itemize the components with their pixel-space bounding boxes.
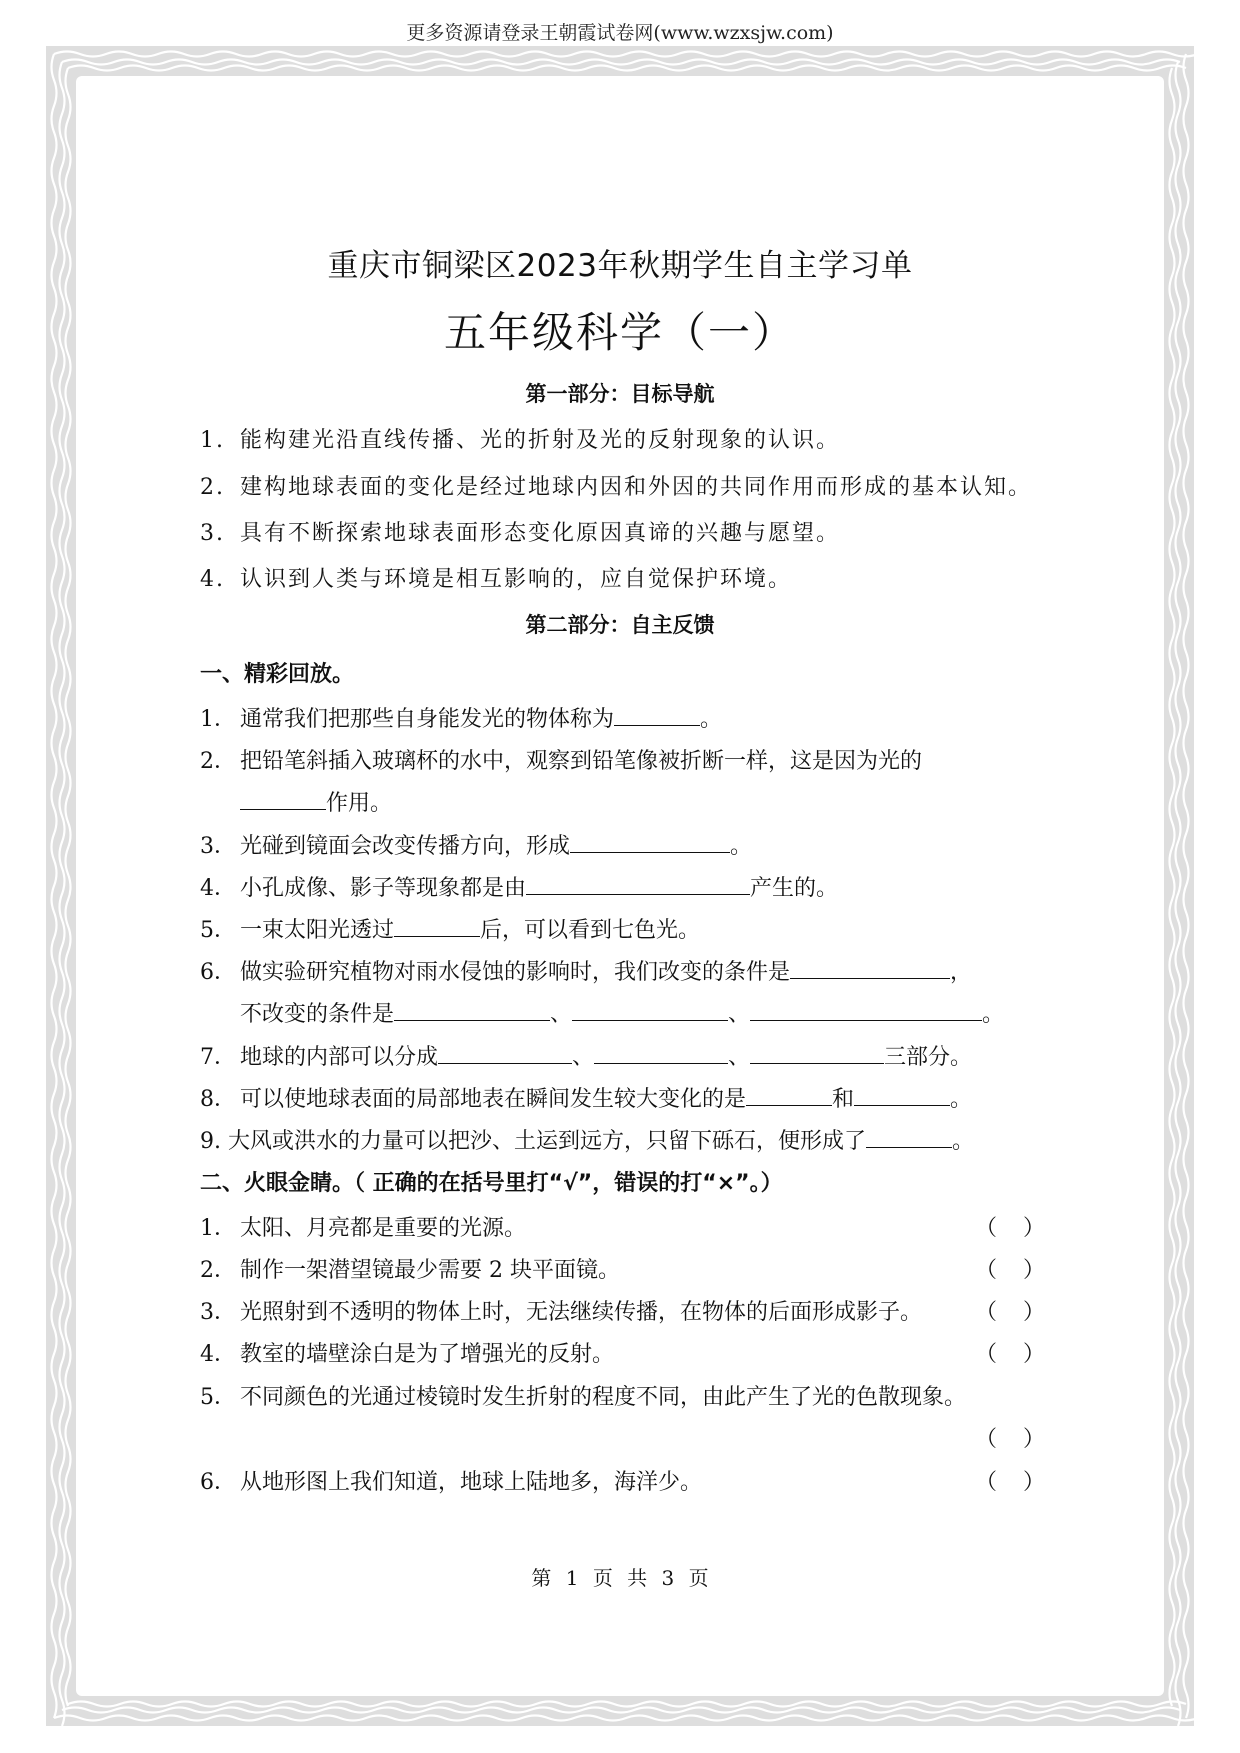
- fill-question-4: 4． 小孔成像、影子等现象都是由 产生的。: [200, 871, 838, 902]
- header-note: 更多资源请登录王朝霞试卷网(www.wzxsjw.com): [406, 22, 834, 44]
- judge-question-4: 4． 教室的墙壁涂白是为了增强光的反射。: [200, 1342, 615, 1367]
- fill-question-3: 3． 光碰到镜面会改变传播方向，形成 。: [200, 829, 752, 860]
- answer-blank[interactable]: [790, 956, 950, 979]
- fill-question-9: 9. 大风或洪水的力量可以把沙、土运到远方，只留下砾石，便形成了 。: [200, 1124, 974, 1155]
- page-number: 第 1 页 共 3 页: [531, 1566, 709, 1590]
- judge-question-5: 5． 不同颜色的光通过棱镜时发生折射的程度不同，由此产生了光的色散现象。: [200, 1385, 967, 1410]
- answer-blank[interactable]: [438, 1041, 572, 1064]
- judge-question-3: 3． 光照射到不透明的物体上时，无法继续传播，在物体的后面形成影子。: [200, 1300, 923, 1325]
- answer-blank[interactable]: [594, 1041, 728, 1064]
- answer-parentheses[interactable]: （ ）: [975, 1470, 1045, 1495]
- answer-blank[interactable]: [614, 703, 700, 726]
- fill-question-6: 6． 做实验研究植物对雨水侵蚀的影响时，我们改变的条件是 ，: [200, 955, 972, 986]
- fill-question-8: 8． 可以使地球表面的局部地表在瞬间发生较大变化的是 和 。: [200, 1082, 972, 1113]
- answer-blank[interactable]: [572, 998, 728, 1021]
- goal-item: 4. 认识到人类与环境是相互影响的，应自觉保护环境。: [200, 567, 793, 592]
- answer-parentheses[interactable]: （ ）: [975, 1342, 1045, 1367]
- answer-blank[interactable]: [394, 914, 480, 937]
- answer-parentheses[interactable]: （ ）: [975, 1427, 1045, 1452]
- document-subtitle: 五年级科学（一）: [443, 308, 796, 357]
- judge-question-6: 6． 从地形图上我们知道，地球上陆地多，海洋少。: [200, 1470, 703, 1495]
- answer-blank[interactable]: [750, 1041, 884, 1064]
- fill-question-7: 7． 地球的内部可以分成 、 、 三部分。: [200, 1040, 972, 1071]
- goal-item: 3. 具有不断探索地球表面形态变化原因真谛的兴趣与愿望。: [200, 521, 841, 546]
- section1-heading: 一、精彩回放。: [200, 662, 355, 687]
- answer-blank[interactable]: [866, 1125, 952, 1148]
- fill-question-2-cont: 作用。: [200, 786, 392, 817]
- answer-blank[interactable]: [394, 998, 550, 1021]
- answer-blank[interactable]: [570, 830, 730, 853]
- answer-blank[interactable]: [526, 872, 750, 895]
- part2-heading: 第二部分：自主反馈: [525, 613, 715, 637]
- document-title: 重庆市铜梁区2023年秋期学生自主学习单: [327, 248, 913, 284]
- goal-item: 1. 能构建光沿直线传播、光的折射及光的反射现象的认识。: [200, 428, 841, 453]
- judge-question-1: 1． 太阳、月亮都是重要的光源。: [200, 1216, 527, 1241]
- answer-parentheses[interactable]: （ ）: [975, 1216, 1045, 1241]
- answer-parentheses[interactable]: （ ）: [975, 1300, 1045, 1325]
- fill-question-1: 1． 通常我们把那些自身能发光的物体称为 。: [200, 702, 722, 733]
- fill-question-5: 5． 一束太阳光透过 后，可以看到七色光。: [200, 913, 700, 944]
- answer-blank[interactable]: [240, 787, 326, 810]
- answer-blank[interactable]: [746, 1083, 832, 1106]
- answer-blank[interactable]: [750, 998, 982, 1021]
- answer-blank[interactable]: [854, 1083, 950, 1106]
- fill-question-6-cont: 不改变的条件是 、 、 。: [200, 997, 1004, 1028]
- fill-question-2: 2． 把铅笔斜插入玻璃杯的水中，观察到铅笔像被折断一样，这是因为光的: [200, 749, 923, 774]
- judge-question-2: 2． 制作一架潜望镜最少需要 2 块平面镜。: [200, 1258, 620, 1283]
- goal-item: 2. 建构地球表面的变化是经过地球内因和外因的共同作用而形成的基本认知。: [200, 475, 1033, 500]
- answer-parentheses[interactable]: （ ）: [975, 1258, 1045, 1283]
- section2-heading: 二、火眼金睛。（ 正确的在括号里打“√”，错误的打“×”。）: [200, 1171, 783, 1196]
- part1-heading: 第一部分：目标导航: [525, 382, 715, 406]
